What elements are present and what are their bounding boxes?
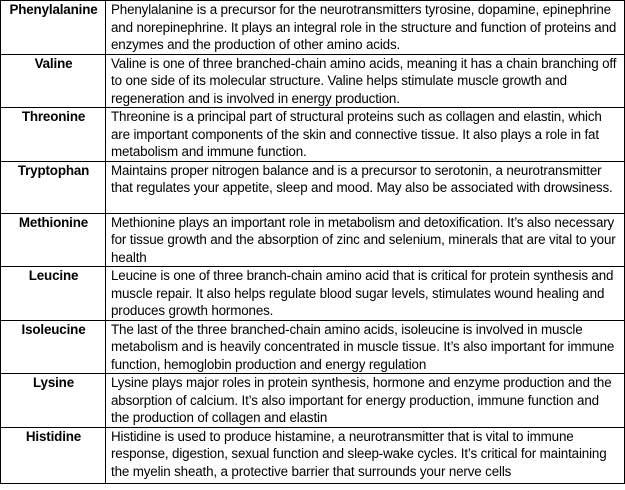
amino-acid-description: Histidine is used to produce histamine, a neurotransmitter that is vital to immune response, digestion, sexual function and sleep-wake cycles. It’s critical for maintaining the myelin sheath, a protective barrier that surrounds your nerve cells	[106, 427, 625, 483]
table-row	[1, 54, 625, 108]
table-row	[1, 374, 625, 428]
table-row	[1, 427, 625, 483]
table-row	[1, 267, 625, 321]
table-row	[1, 108, 625, 162]
amino-acid-description: Threonine is a principal part of structural proteins such as collagen and elastin, which are important components of the skin and connective tissue. It also plays a role in fat metabolism and immune function.	[106, 108, 625, 162]
table-row	[1, 213, 625, 267]
table-row	[1, 1, 625, 55]
amino-acid-description: Phenylalanine is a precursor for the neurotransmitters tyrosine, dopamine, epinephrine and norepinephrine. It plays an integral role in the structure and function of proteins and enzymes and the production of other amino acids.	[106, 1, 625, 55]
table-row	[1, 320, 625, 374]
amino-acid-description: Leucine is one of three branch-chain amino acid that is critical for protein synthesis and muscle repair. It also helps regulate blood sugar levels, stimulates wound healing and produces growth hormones.	[106, 267, 625, 321]
amino-acid-description: Lysine plays major roles in protein synthesis, hormone and enzyme production and the absorption of calcium. It’s also important for energy production, immune function and the production of collagen and elastin	[106, 374, 625, 428]
amino-acid-name: Tryptophan	[1, 161, 106, 213]
amino-acid-name: Methionine	[1, 213, 106, 267]
amino-acid-name: Valine	[1, 54, 106, 108]
amino-acid-description: Methionine plays an important role in metabolism and detoxification. It’s also necessary for tissue growth and the absorption of zinc and selenium, minerals that are vital to your health	[106, 213, 625, 267]
amino-acid-name: Isoleucine	[1, 320, 106, 374]
amino-acid-name: Histidine	[1, 427, 106, 483]
amino-acid-name: Threonine	[1, 108, 106, 162]
amino-acid-name: Lysine	[1, 374, 106, 428]
amino-acid-description: Valine is one of three branched-chain amino acids, meaning it has a chain branching off to one side of its molecular structure. Valine helps stimulate muscle growth and regeneration and is involved in energy production.	[106, 54, 625, 108]
amino-acid-name: Leucine	[1, 267, 106, 321]
amino-acid-description: The last of the three branched-chain amino acids, isoleucine is involved in muscle metabolism and is heavily concentrated in muscle tissue. It’s also important for immune function, hemoglobin production and energy regulation	[106, 320, 625, 374]
amino-acid-description: Maintains proper nitrogen balance and is a precursor to serotonin, a neurotransmitter that regulates your appetite, sleep and mood. May also be associated with drowsiness.	[106, 161, 625, 213]
table-row	[1, 161, 625, 213]
amino-acid-name: Phenylalanine	[1, 1, 106, 55]
